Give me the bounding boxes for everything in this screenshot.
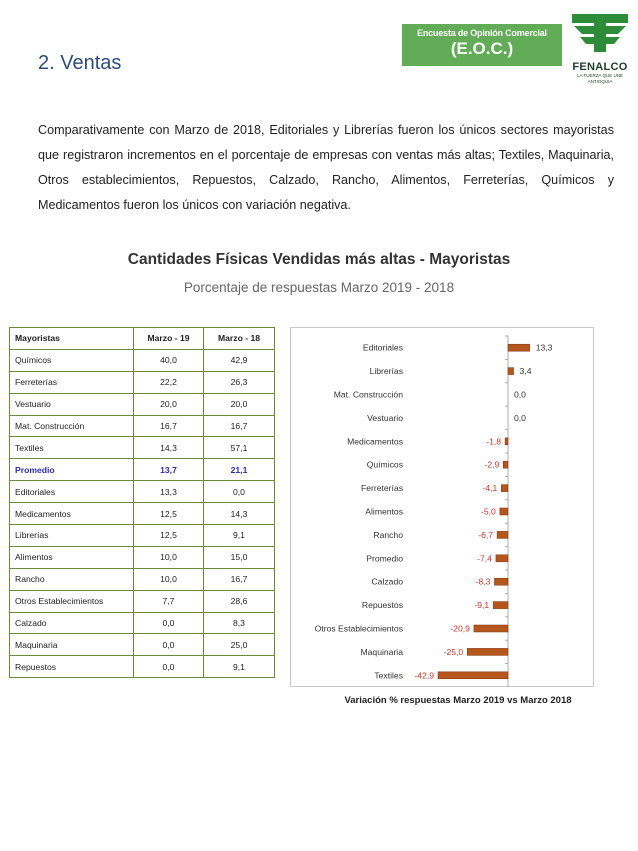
cell-name: Otros Establecimientos bbox=[10, 590, 134, 612]
cell-name: Medicamentos bbox=[10, 503, 134, 525]
cell-name: Textiles bbox=[10, 437, 134, 459]
cell-marzo-18: 9,1 bbox=[204, 525, 275, 547]
cell-name: Maquinaria bbox=[10, 634, 134, 656]
cell-name: Alimentos bbox=[10, 546, 134, 568]
variation-chart bbox=[290, 327, 594, 687]
data-label: -8,3 bbox=[475, 576, 491, 587]
bar bbox=[497, 531, 508, 538]
bar bbox=[505, 438, 508, 445]
mayoristas-table bbox=[9, 327, 275, 678]
category-label: Ferreterías bbox=[360, 483, 403, 494]
brand-tagline-2: ANTIOQUIA bbox=[587, 79, 613, 84]
cell-marzo-19: 0,0 bbox=[134, 634, 204, 656]
category-label: Medicamentos bbox=[347, 436, 403, 447]
data-label: 3,4 bbox=[519, 366, 532, 377]
cell-marzo-18: 15,0 bbox=[204, 546, 275, 568]
table-row bbox=[10, 546, 275, 568]
cell-marzo-18: 28,6 bbox=[204, 590, 275, 612]
brand-tagline-1: LA FUERZA QUE UNE bbox=[576, 73, 623, 78]
category-label: Otros Establecimientos bbox=[314, 623, 403, 634]
category-label: Vestuario bbox=[367, 412, 403, 423]
table-row bbox=[10, 612, 275, 634]
cell-marzo-18: 57,1 bbox=[204, 437, 275, 459]
eoc-badge bbox=[402, 24, 562, 66]
data-label: -42,9 bbox=[414, 670, 434, 681]
table-row bbox=[10, 525, 275, 547]
chart-title: Cantidades Físicas Vendidas más altas - Mayoristas bbox=[127, 251, 511, 268]
category-label: Textiles bbox=[374, 670, 403, 681]
table-row bbox=[10, 568, 275, 590]
data-label: 13,3 bbox=[535, 342, 553, 353]
table-row bbox=[10, 371, 275, 393]
cell-name: Rancho bbox=[10, 568, 134, 590]
category-label: Maquinaria bbox=[360, 646, 403, 657]
data-label: 0,0 bbox=[514, 389, 526, 400]
cell-marzo-19: 16,7 bbox=[134, 415, 204, 437]
data-label: -6,7 bbox=[478, 529, 494, 540]
cell-marzo-18: 21,1 bbox=[204, 459, 275, 481]
cell-marzo-19: 20,0 bbox=[134, 393, 204, 415]
cell-marzo-18: 20,0 bbox=[204, 393, 275, 415]
data-label: -9,1 bbox=[474, 600, 490, 611]
bar bbox=[493, 602, 508, 609]
bar bbox=[501, 485, 508, 492]
bar bbox=[508, 344, 530, 351]
bar bbox=[467, 648, 508, 655]
table-row bbox=[10, 656, 275, 678]
data-label: 0,0 bbox=[514, 412, 526, 423]
cell-marzo-19: 12,5 bbox=[134, 503, 204, 525]
table-row bbox=[10, 634, 275, 656]
table-row bbox=[10, 415, 275, 437]
data-label: -7,4 bbox=[477, 553, 492, 564]
fenalco-logo bbox=[570, 12, 630, 90]
category-label: Mat. Construcción bbox=[333, 389, 403, 400]
category-label: Librerías bbox=[369, 366, 403, 377]
data-label: -5,0 bbox=[481, 506, 496, 517]
header-mayoristas: Mayoristas bbox=[10, 328, 134, 350]
table-row bbox=[10, 481, 275, 503]
cell-marzo-19: 0,0 bbox=[134, 656, 204, 678]
cell-marzo-19: 22,2 bbox=[134, 371, 204, 393]
cell-marzo-19: 12,5 bbox=[134, 525, 204, 547]
data-label: -25,0 bbox=[443, 646, 464, 657]
bar bbox=[474, 625, 508, 632]
cell-marzo-19: 7,7 bbox=[134, 590, 204, 612]
cell-marzo-18: 26,3 bbox=[204, 371, 275, 393]
cell-marzo-18: 16,7 bbox=[204, 415, 275, 437]
data-label: -2,9 bbox=[484, 459, 500, 470]
cell-marzo-19: 10,0 bbox=[134, 568, 204, 590]
cell-marzo-18: 42,9 bbox=[204, 349, 275, 371]
cell-marzo-18: 14,3 bbox=[204, 503, 275, 525]
category-label: Repuestos bbox=[361, 600, 403, 611]
cell-name: Librerías bbox=[10, 525, 134, 547]
cell-marzo-19: 10,0 bbox=[134, 546, 204, 568]
bar bbox=[500, 508, 508, 515]
fenalco-emblem-icon bbox=[570, 12, 630, 54]
cell-name: Calzado bbox=[10, 612, 134, 634]
cell-marzo-19: 13,3 bbox=[134, 481, 204, 503]
table-row bbox=[10, 503, 275, 525]
brand-name: FENALCO bbox=[572, 61, 628, 73]
header-marzo-19: Marzo - 19 bbox=[134, 328, 204, 350]
bar bbox=[494, 578, 508, 585]
chart-svg bbox=[291, 328, 595, 688]
bar bbox=[508, 368, 514, 375]
cell-marzo-19: 0,0 bbox=[134, 612, 204, 634]
cell-name: Vestuario bbox=[10, 393, 134, 415]
cell-marzo-19: 13,7 bbox=[134, 459, 204, 481]
data-label: -20,9 bbox=[450, 623, 470, 634]
data-label: -1,8 bbox=[486, 436, 502, 447]
cell-marzo-18: 16,7 bbox=[204, 568, 275, 590]
table-row bbox=[10, 459, 275, 481]
table-row bbox=[10, 393, 275, 415]
cell-marzo-18: 8,3 bbox=[204, 612, 275, 634]
category-label: Promedio bbox=[366, 553, 403, 564]
cell-marzo-19: 14,3 bbox=[134, 437, 204, 459]
cell-marzo-18: 9,1 bbox=[204, 656, 275, 678]
badge-line2: (E.O.C.) bbox=[450, 39, 514, 58]
cell-marzo-18: 0,0 bbox=[204, 481, 275, 503]
cell-name: Repuestos bbox=[10, 656, 134, 678]
cell-name: Promedio bbox=[10, 459, 134, 481]
table-header-row bbox=[10, 328, 275, 350]
table-row bbox=[10, 437, 275, 459]
table-row bbox=[10, 590, 275, 612]
category-label: Alimentos bbox=[365, 506, 403, 517]
bar bbox=[496, 555, 508, 562]
cell-name: Químicos bbox=[10, 349, 134, 371]
category-label: Rancho bbox=[373, 529, 403, 540]
data-label: -4,1 bbox=[482, 483, 498, 494]
bar bbox=[503, 461, 508, 468]
bar bbox=[438, 672, 508, 679]
category-label: Calzado bbox=[371, 576, 403, 587]
page-title: 2. Ventas bbox=[38, 52, 122, 74]
badge-line1: Encuesta de Opinión Comercial bbox=[417, 28, 547, 38]
category-label: Químicos bbox=[366, 459, 403, 470]
header-marzo-18: Marzo - 18 bbox=[204, 328, 275, 350]
cell-name: Ferreterías bbox=[10, 371, 134, 393]
table-row bbox=[10, 349, 275, 371]
cell-marzo-18: 25,0 bbox=[204, 634, 275, 656]
cell-name: Editoriales bbox=[10, 481, 134, 503]
intro-paragraph: Comparativamente con Marzo de 2018, Editoriales y Librerías fueron los únicos sectores mayoristas que registraron incrementos en el porcentaje de empresas con ventas más altas; Textiles, Maquinaria, Otros establecimientos, Repuestos, Calzado, Rancho, Alimentos, Ferreterías, Químicos y Medicamentos fueron los únicos con variación negativa. bbox=[38, 123, 614, 212]
cell-name: Mat. Construcción bbox=[10, 415, 134, 437]
category-label: Editoriales bbox=[362, 342, 403, 353]
cell-marzo-19: 40,0 bbox=[134, 349, 204, 371]
chart-caption: Variación % respuestas Marzo 2019 vs Marzo 2018 bbox=[344, 695, 572, 706]
chart-subtitle: Porcentaje de respuestas Marzo 2019 - 2018 bbox=[183, 280, 455, 295]
